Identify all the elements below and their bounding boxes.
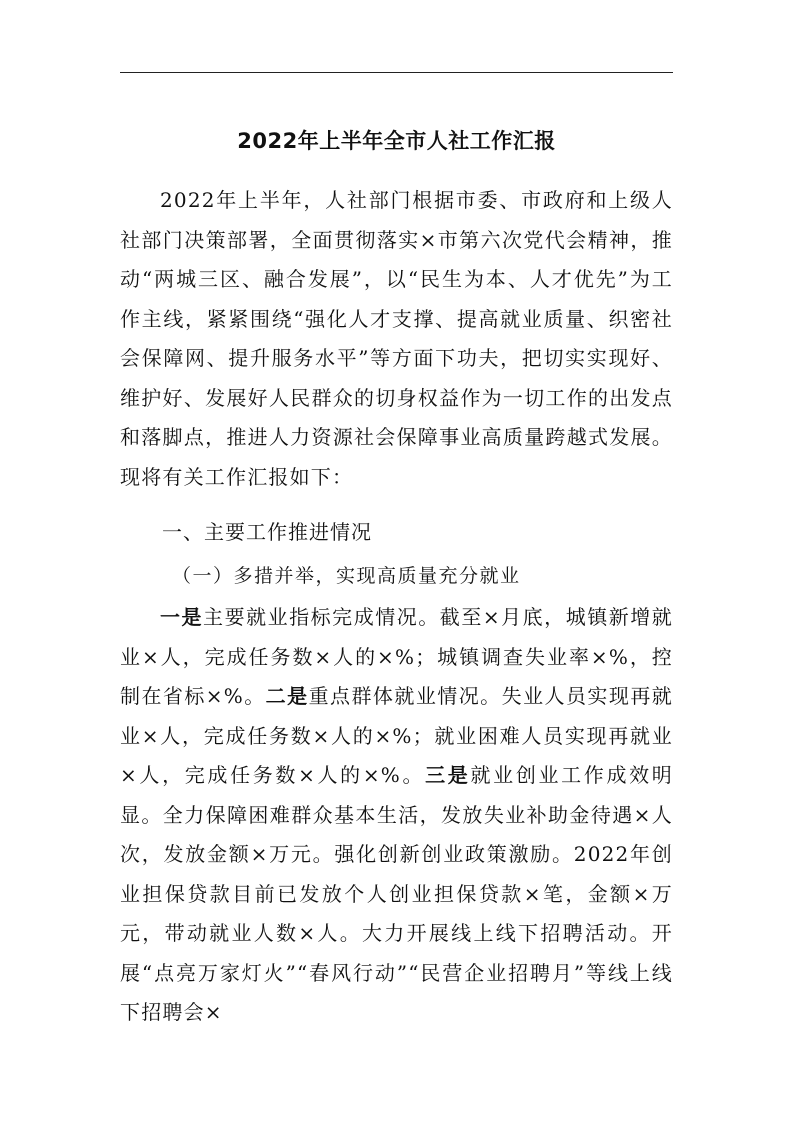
intro-section <box>120 181 673 497</box>
subsection-heading: （一）多措并举，实现高质量充分就业 <box>172 565 521 587</box>
employment-paragraph <box>120 598 673 1033</box>
document-title: 2022年上半年全市人社工作汇报 <box>237 129 556 153</box>
employment-section <box>120 598 673 1033</box>
text-third: 就业创业工作成效明显。全力保障困难群众基本生活，发放失业补助金待遇×人次，发放金额×万元。强化创新创业政策激励。2022年创业担保贷款目前已发放个人创业担保贷款×笔，金额×万元，带动就业人数×人。大力开展线上线下招聘活动。开展“点亮万家灯火”“春风行动”“民营企业招聘月”等线上线下招聘会× <box>120 763 674 1024</box>
text-first: 主要就业指标完成情况。截至×月底，城镇新增就业×人，完成任务数×人的×%；城镇调查失业率×%，控制在省标×%。 <box>120 605 673 708</box>
lead-first: 一是 <box>160 605 204 629</box>
header-rule <box>120 72 673 73</box>
lead-third: 三是 <box>425 763 471 787</box>
section-heading: 一、主要工作推进情况 <box>162 520 372 544</box>
intro-paragraph: 2022年上半年，人社部门根据市委、市政府和上级人社部门决策部署，全面贯彻落实×市第六次党代会精神，推动“两城三区、融合发展”，以“民生为本、人才优先”为工作主线，紧紧围绕“强化人才支撑、提高就业质量、织密社会保障网、提升服务水平”等方面下功夫，把切实实现好、维护好、发展好人民群众的切身权益作为一切工作的出发点和落脚点，推进人力资源社会保障事业高质量跨越式发展。现将有关工作汇报如下： <box>120 188 673 489</box>
text-second: 重点群体就业情况。失业人员实现再就业×人，完成任务数×人的×%；就业困难人员实现再就业×人，完成任务数×人的×%。 <box>120 684 673 787</box>
lead-second: 二是 <box>265 684 309 708</box>
